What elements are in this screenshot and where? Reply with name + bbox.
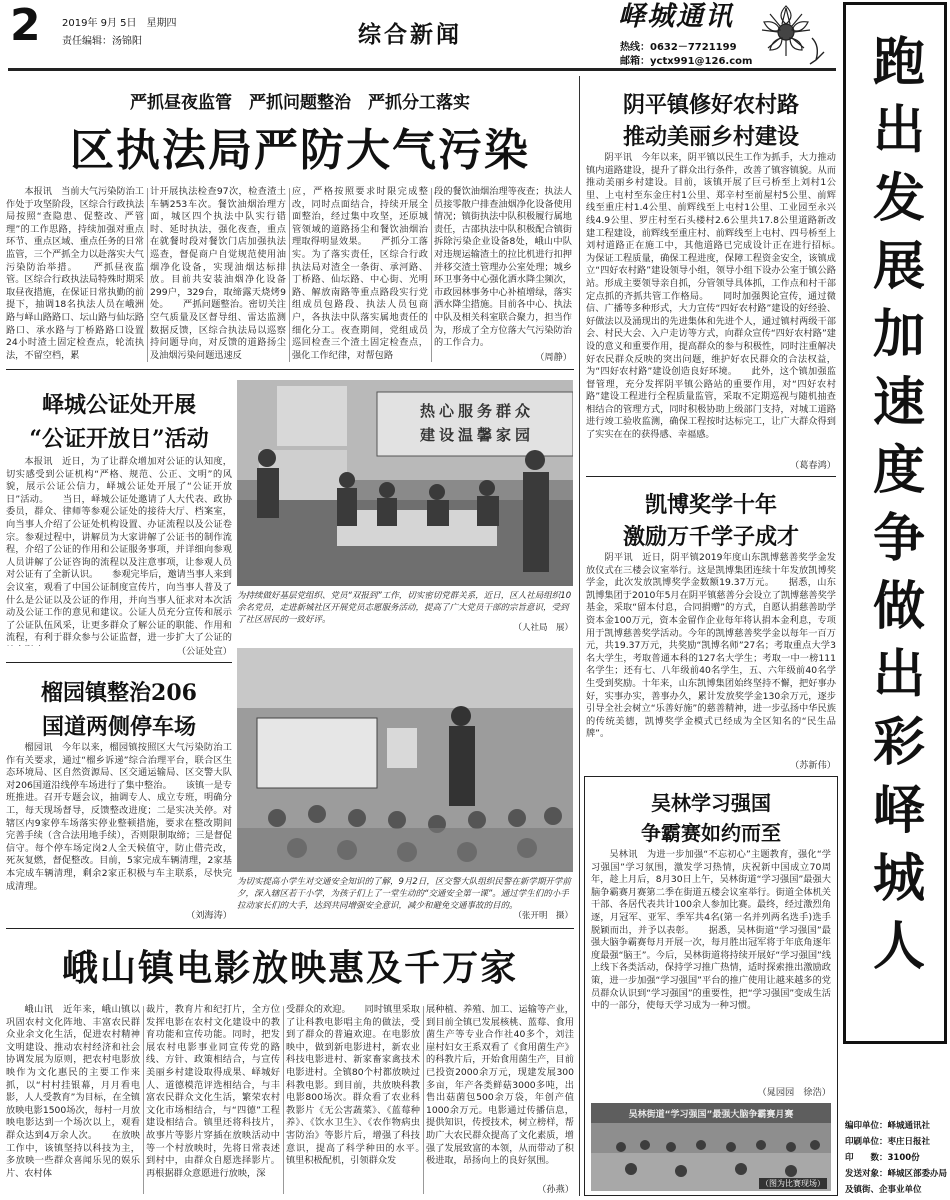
colophon-editor-unit: 编印单位：峄城通讯社 (845, 1121, 931, 1131)
article1-col3: 应，严格按照要求时限完成整改，同时点面结合，持续开展全面整治，经过集中攻坚，还原城管领域的道路扬尘和餐饮油烟治理取得明显效果。 严抓分工落实。为了落实责任，区综合行政执法局对渣全一条街、承河路、丁桥路、仙坛路、中心街、光明路、解放南路等重点路段实行党组成员包路段、执法人员包商户，各执法中队落实属地责任的细化分工。夜查期间，党组成员巡回检查三个渣土固定检查点，强化工作纪律，对帮包路 (292, 186, 428, 361)
photo2-credit: （张开明 摄） (513, 911, 573, 921)
contest-photo-caption: （图为比赛现场） (761, 1179, 825, 1188)
article3-body: 榴园讯 今年以来，榴园镇按照区大气污染防治工作有关要求，通过“榴乡诉递”综合治理平台，联合区生态环境局、区自然资源局、区交通运输局、区交警大队对206国道沿线停车场进行了集中整治。 该镇一是专班推进。召开专题会议，抽调专人、成立专班，明确分工，每天现场督导，反馈整改进度；二是实决关停。对辖区内9家停车场落实停业整顿措施，要求在整改期间完善手续（含合法用地手续），否则限制取缔；三是督促信守。每个停车场定岗2人全天候值守，防止借壳改，死灰复燃，督促整改。目前，5家完成车辆清理，2家基本完成车辆清理，剩余2家正积极与车主联系，尽快完成清理。 (6, 742, 232, 892)
section-name: 综合新闻 (358, 22, 462, 48)
article5-byline: （苏新伟） (790, 760, 836, 771)
article1-title: 区执法局严防大气污染 (70, 125, 530, 176)
article4-title-line1: 阴平镇修好农村路 (622, 92, 799, 118)
article7-col4: 展种植、养殖、加工、运输等产业，到目前全镇已发展核桃、蓝莓、食用菌生产等专业合作社40多个，刘洼崖村妇女王系双看了《食用菌生产》的科教片后，开始食用菌生产，目前已投资2000余万元，现建发展300多亩，年产各类鲜菇3000多吨，出售出菇菌包500余万袋，年创产值1000余万元。电影通过传播信息，提供知识，传授技术，树立榜样，帮助广大农民群众提高了文化素质，增强了发展致富的本领，从而带动了积极进取，昂扬向上的良好氛围。 (426, 1004, 574, 1167)
colophon-recipients: 发送对象：峄城区部委办局 (845, 1169, 948, 1179)
divider-v-3 (431, 188, 432, 362)
article1-col4: 段的餐饮油烟治理等夜查；执法人员接零散户排查油烟净化设备使用情况；镇街执法中队积极履行属地责任，古邵执法中队积极配合镇街拆除污染企业设备8处，峨山中队对违规运输渣土的拉比机进行扣押并移交渣土管理办公室处理；城乡环卫事务中心强化洒水降尘频次，市政园林事务中心补植增绿，落实洒水降尘措施。目前各中心、执法中队及相关科室联合聚力，担当作为，形成了全方位落大气污染防治的工作合力。 (434, 186, 572, 349)
article1-col1: 本报讯 当前大气污染防治工作处于攻坚阶段，区综合行政执法局按照“查隐患、促整改、严管理”的工作思路，持续加强对重点环节、重点区域、重点任务的日常监管，三个严抓全力以赴落实大气污染防治举措。 严抓昼夜监管。区综合行政执法局特殊时期采取昼夜措施，在保证日常执勤的前提下，抽调18名执法人员在峨洲路与峄山路路口、坛山路与仙坛路路口、承水路与丁桥路路口设置24小时渣土固定检查点，轮流执法，不留空档，累 (6, 186, 144, 361)
article1-byline: （周静） (535, 352, 572, 363)
photo-quiz-contest (591, 1103, 831, 1191)
newspaper-name: 峄城通讯 (618, 1, 734, 32)
divider-v-4 (143, 1006, 144, 1194)
article1-col2: 计开展执法检查97次，检查渣土车辆253车次。餐饮油烟治理方面，城区四个执法中队实行错时、延时执法，强化夜查，重点在就餐时段对餐饮门店加强执法巡查，督促商户自觉规范使用油烟净化设备，实现油烟达标排放。目前共安装油烟净化设备299户，329台，取缔露天烧烤9处。 严抓问题整治。密切关注空气质量及区督导组、雷达监测数据反馈，区综合执法局以巡察持问题导向，对反馈的道路扬尘及油烟污染问题迅速反 (150, 186, 286, 361)
banner-slogan-bottom: 建设温馨家园 (419, 426, 534, 444)
article6-byline: （晁园园 徐浩） (757, 1087, 831, 1098)
header-rule (8, 68, 836, 71)
hotline-label: 热线： (620, 42, 650, 53)
article1-subtitle: 严抓昼夜监管 严抓问题整治 严抓分工落实 (130, 93, 470, 113)
article7-col1: 峨山讯 近年来，峨山镇以巩固农村文化阵地、丰富农民群众业余文化生活，促进农村精神文明建设、推动农村经济和社会协调发展为原则，把农村电影放映作为文化惠民的主要工作来抓，以“村村挂银幕，月月看电影，人人受教育”为目标，在全镇放映电影1500场次，每村一月放映电影达到一个场次以上，观看群众达到4万余人次。 在放映工作中，该镇坚持以科技为主，多放映一些群众喜闻乐见的娱乐片、农村体 (6, 1004, 140, 1179)
article5-title-line2: 激励万千学子成才 (622, 524, 799, 550)
photo1-credit: （人社局 展） (513, 623, 573, 633)
article3-title-line2: 国道两侧停车场 (41, 714, 196, 740)
divider-h-3 (6, 928, 574, 929)
article7-title: 峨山镇电影放映惠及千万家 (61, 947, 518, 989)
issue-date: 2019年 9月 5日 星期四 (62, 18, 177, 29)
article4-body: 阴平讯 今年以来，阴平镇以民生工作为抓手，大力推动镇内道路建设，提升了群众出行条件，改善了镇容镇貌。从而推动美丽乡村建设。目前，该镇开展了巨弓桥至上刘村1公里、上屯村至东金庄村1公里、郑辛村至前屋村5公里、前辉线至重庄村1.4公里、前辉线至上屯村1公里、工业园至永兴线4.9公里、罗庄村至石头楼村2.6公里共17.8公里道路新改建工程建设，前辉线至重庄村、前辉线至上屯村、四号桥至上刘村道路正在施工中，其他道路已完成设计正在进行招标。 为保证工程质量，确保工程进度，保障工程资金安全，该镇成立“四好农村路”建设领导小组，领导小组下设办公室于镇公路站。形成主要领导亲自抓，分管领导具体抓，工作点和村干部定点抓的齐抓共管工作格局。 同时加强舆论宣传，通过微信、广播等多种形式，大力宣传“四好农村路”建设的好经验、好做法以及涌现出的先进集体和先进个人，通过镇村两级干部会、村民大会、入户走访等方式，向群众宣传“四好农村路”建设的意义和重要作用，提高群众的参与积极性，同时注重解决好农民群众反映的突出问题，维护好农民群众的合法权益，为“四好农村路”建设创造良好环境。 此外，这个镇加强监督管理，充分发挥阴平镇公路站的重要作用，对“四好农村路”建设工程进行全程质量监管，采取不定期巡视与随机抽查相结合的管理方式，同时积极协助上级部门支持，对城工道路进行竣工验收监测，确保工程按时达标完工，让广大群众得到了实实在在的获得感、幸福感。 (586, 152, 836, 441)
divider-v-1 (147, 188, 148, 362)
divider-h-4 (586, 476, 836, 477)
article5-body: 阴平讯 近日，阴平镇2019年度山东凯博慈善奖学金发放仪式在三楼会议室举行。这是凯博集团连续十年发放凯博奖学金，此次发放凯博奖学金数额19.37万元。 据悉，山东凯博集团于2010年5月在阴平镇慈善分会设立了凯博慈善奖学基金，采取“留本付息，合同捐赠”的方式，自愿认捐慈善助学资本金100万元，资本金留作企业每年将认捐本金利息，专项用于凯博慈善奖学活动。今年的凯博慈善奖学金以每年一百万元，共19.37万元，共奖励“凯博名师”27名；考取重点大学3名大学生，考取普通本科的127名大学生；考取一中一榜111名学生；还有七、八年级前40名学生，五、六年级前40名学生受到奖励。十年来，山东凯博集团始终坚持不懈，把好事办好，实事办实，善事办久，累计发放奖学金130余万元，逐步引导全社会树立“乐善好施”的慈善精神，进一步弘扬中华民族的传统美德，凯博奖学金模式已经成为全区知名的“民生品牌”。 (586, 552, 836, 740)
email-address: yctx991@126.com (650, 56, 753, 67)
photo-volunteer-service (237, 380, 573, 586)
page-number: 2 (10, 0, 41, 51)
photo1-caption: 为持续做好基层党组织、党员“双报到”工作，切实密切党群关系，近日，区人社局组织10余名党员，走进新城社区开展党员志愿服务活动，提高了广大党员干部的宗旨意识，受到了社区居民的一致好评。 (237, 591, 572, 625)
article2-title-line1: 峄城公证处开展 (41, 392, 196, 418)
article3-title-line1: 榴园镇整治206 (41, 680, 197, 706)
banner-slogan-top: 热心服务群众 (419, 402, 534, 420)
article2-body: 本报讯 近日，为了让群众增加对公证的认知度，切实感受到公证机构“严格、规范、公正、文明”的风貌，展示公证公信力，峄城公证处开展了“公证开放日”活动。 当日，峄城公证处邀请了人大代表、政协委员，群众、律师等参观公证处的接待大厅、档案室，向当事人介绍了公证处机构设置、办证流程以及公证卷宗。参观过程中，讲解员为大家讲解了公证书的制作流程，介绍了公证的作用和公证服务事项，并详细向参观人员讲解了公证咨询的流程以及注意事项，让参观人员对公证有了全新认识。 参观完毕后，邀请当事人来到会议室，观看了中国公证制度宣传片，向当事人普及了什么是公证以及公证的作用，并向当事人征求对本次活动及公证工作的意见和建议。公证人员充分宣传和展示了公证队伍风采，让更多群众了解公证的职能、作用和流程，有利于群众参与公证监督，进一步扩大了公证的 (6, 456, 232, 644)
photo-traffic-safety-class (237, 648, 573, 872)
article4-title-line2: 推动美丽乡村建设 (622, 124, 799, 150)
colophon-recipients-cont: 及镇街、企事业单位 (845, 1185, 922, 1195)
article7-byline: （孙燕） (537, 1184, 574, 1195)
divider-h-2 (6, 662, 232, 663)
divider-v-2 (289, 188, 290, 362)
divider-h-1 (6, 369, 574, 370)
article6-box (584, 776, 838, 1196)
article4-byline: （葛春鸿） (790, 460, 836, 471)
slogan-text: 跑出发展加速度 争做出彩峄城人 (872, 33, 925, 977)
classroom-scene-illustration (237, 648, 573, 872)
divider-main-column (579, 76, 580, 1196)
slogan-frame (843, 2, 947, 1044)
colophon-print-run: 印 数：3100份 (845, 1153, 920, 1163)
colophon (845, 1118, 949, 1198)
hotline-number: 0632－7721199 (650, 42, 737, 53)
article7-col2: 裁片，教育片和纪打片，全方位发挥电影在农村文化建设中的教育功能和宣传功能。同时，把发展农村电影事业同宣传党的路线、方针、政策相结合，与宣传美丽乡村建设取得成果、峄城好人、道德模范评选相结合，与丰富农民群众文化生活，繁荣农村文化市场相结合，与“四德”工程建设相结合。镇里还将科技片，故事片等影片穿插在放映活动中等一个村放映时，先将日常表述到村中，由群众自愿选择影片。再根据群众意愿进行放映，深 (146, 1004, 280, 1179)
article6-body: 吴林讯 为进一步加强“不忘初心”主题教育，强化“学习强国”学习氛围，激发学习热情，庆祝新中国成立70周年，趁上月后，8月30日上午，吴林街道“学习强国”最强大脑争霸赛月赛第二季在街道五楼会议室举行。街道全体机关干部、各居代表共计100余人参加比赛。最终，经过激烈角逐，月冠军、亚军、季军共4名(第一名并列两名选手)选手脱颖而出，并予以表彰。 据悉，吴林街道“学习强国”最强大脑争霸赛每月开展一次，每月胜出冠军将于年底角逐年度最强“脑王”。今后，吴林街道将持续开展好“学习强国”线上线下各类活动，保持学习推广热情，适时探索推出激励政策，进一步加强“学习强国”平台的推广使用让越来越多的党员群众认识到“学习强国”的重要性，把“学习强国”变成生活中的一部分，使每天学习成为一种习惯。 (591, 849, 831, 1012)
article6-title-line1: 吴林学习强国 (651, 791, 771, 815)
photo2-caption: 为切实提高小学生对交通安全知识的了解，9月2日，区交警大队组织民警在新学期开学前夕，深入辖区若干小学，为孩子们上了一堂生动的“交通安全第一课”。通过学生们的小手拉动家长们的大手，达到共同增强安全意识，减少和避免交通事故的目的。 (237, 877, 571, 911)
article7-col3: 受群众的欢迎。 同时镇里采取了让科教电影唱主角的做法，受到了群众的普遍欢迎。在电影放映中，做到新电影进村，新农业科技电影进村、新家畜家禽技术电影进村。全镇80个村都放映过科教电影。到目前，共放映科教电影800场次。群众看了农业科教影片《无公害蔬菜》、《蓝莓种养》、《饮水卫生》、《农作物病虫害防治》等影片后，增强了科技意识，提高了科学种田的水平。 镇里积极配机，引领群众发 (286, 1004, 420, 1167)
email-label: 邮箱： (620, 56, 650, 67)
divider-v-6 (423, 1006, 424, 1194)
article3-byline: （刘海涛） (186, 910, 232, 921)
article2-title-line2: “公证开放日”活动 (29, 426, 209, 452)
article5-title-line1: 凯博奖学十年 (644, 492, 777, 518)
colophon-printer: 印刷单位：枣庄日报社 (845, 1137, 931, 1147)
article2-byline: （公证处宣） (176, 646, 232, 657)
contest-banner-text: 吴林街道“学习强国”最强大脑争霸赛月赛 (628, 1110, 794, 1120)
divider-v-5 (283, 1006, 284, 1194)
chrysanthemum-emblem-icon (752, 2, 832, 68)
page-editor: 责任编辑：汤锦阳 (62, 36, 142, 47)
article6-title-line2: 争霸赛如约而至 (641, 821, 781, 845)
email (620, 52, 752, 67)
hotline (620, 38, 737, 53)
